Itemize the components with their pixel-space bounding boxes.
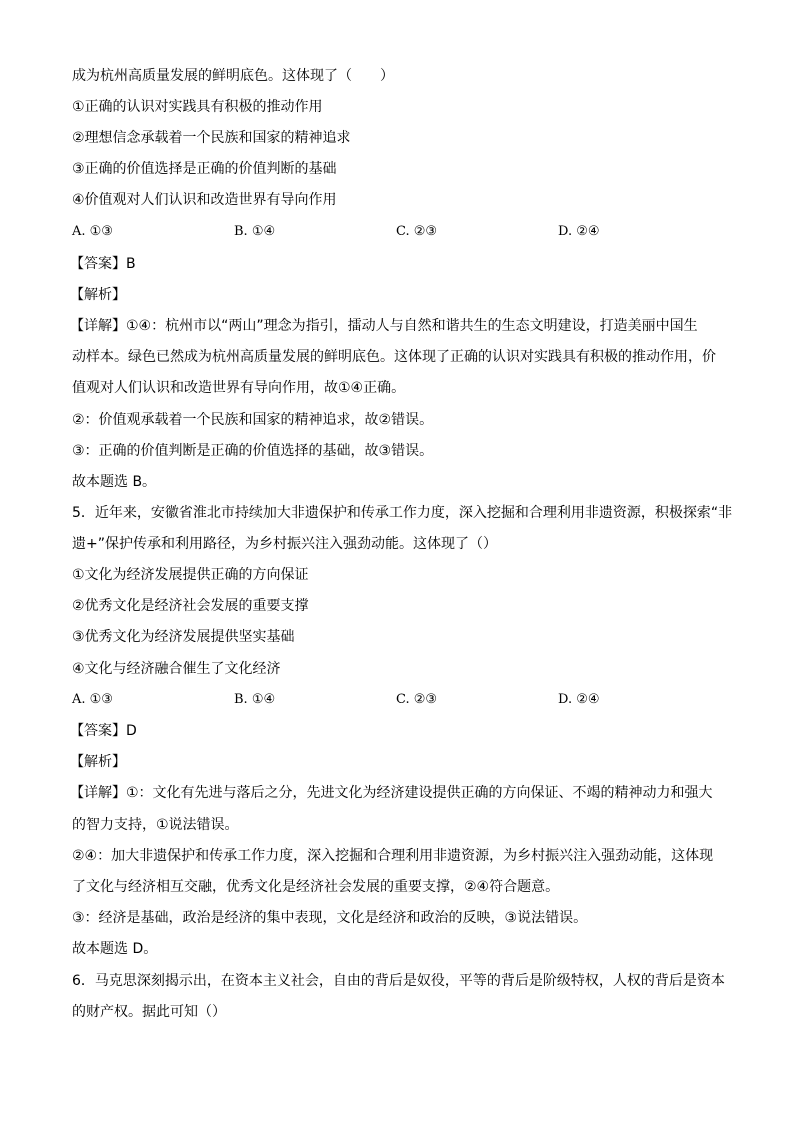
q5-stem-2: 遗+”保护传承和利用路径，为乡村振兴注入强劲动能。这体现了（） bbox=[72, 536, 497, 552]
answer-tag: 【答案】 bbox=[70, 256, 126, 272]
q4-option-a: A. ①③ bbox=[72, 224, 113, 239]
q4-analysis-tag: 【解析】 bbox=[70, 287, 126, 303]
q5-item-3: ③优秀文化为经济发展提供坚实基础 bbox=[72, 629, 295, 645]
q5-analysis-tag: 【解析】 bbox=[70, 754, 126, 770]
detail-tag: 【详解】 bbox=[70, 318, 126, 334]
detail-text: ①④：杭州市以“两山”理念为指引，擂动人与自然和谐共生的生态文明建设，打造美丽中国生 bbox=[126, 318, 698, 334]
q5-option-d: D. ②④ bbox=[558, 692, 600, 707]
q4-option-d: D. ②④ bbox=[558, 224, 600, 239]
q4-detail-1 bbox=[70, 316, 698, 336]
q4-detail-4: ②：价值观承载着一个民族和国家的精神追求，故②错误。 bbox=[72, 412, 434, 428]
q5-detail-4: 了文化与经济相互交融，优秀文化是经济社会发展的重要支撑，②④符合题意。 bbox=[72, 879, 560, 895]
q5-answer bbox=[70, 721, 137, 741]
q5-option-b: B. ①④ bbox=[234, 692, 276, 707]
q5-detail-5: ③：经济是基础，政治是经济的集中表现，文化是经济和政治的反映，③说法错误。 bbox=[72, 910, 588, 926]
q4-stem-tail: 成为杭州高质量发展的鲜明底色。这体现了（ ） bbox=[72, 68, 394, 84]
q4-conclusion: 故本题选 B。 bbox=[72, 474, 157, 490]
q4-option-b: B. ①④ bbox=[234, 224, 276, 239]
answer-tag: 【答案】 bbox=[70, 723, 126, 739]
q5-conclusion: 故本题选 D。 bbox=[72, 941, 158, 957]
detail-tag: 【详解】 bbox=[70, 785, 126, 801]
q4-option-c: C. ②③ bbox=[396, 224, 438, 239]
detail-text: ①：文化有先进与落后之分，先进文化为经济建设提供正确的方向保证、不竭的精神动力和强大 bbox=[126, 785, 713, 801]
q6-stem-2: 的财产权。据此可知（） bbox=[72, 1004, 226, 1020]
q4-detail-5: ③：正确的价值判断是正确的价值选择的基础，故③错误。 bbox=[72, 443, 434, 459]
q4-item-4: ④价值观对人们认识和改造世界有导向作用 bbox=[72, 192, 337, 208]
q4-detail-2: 动样本。绿色已然成为杭州高质量发展的鲜明底色。这体现了正确的认识对实践具有积极的推动作用，价 bbox=[72, 349, 716, 365]
q4-item-1: ①正确的认识对实践具有积极的推动作用 bbox=[72, 99, 323, 115]
q4-item-3: ③正确的价值选择是正确的价值判断的基础 bbox=[72, 161, 337, 177]
q4-options bbox=[72, 222, 732, 242]
q5-item-1: ①文化为经济发展提供正确的方向保证 bbox=[72, 567, 309, 583]
q4-item-2: ②理想信念承载着一个民族和国家的精神追求 bbox=[72, 130, 351, 146]
q5-detail-3: ②④：加大非遗保护和传承工作力度，深入挖掘和合理利用非遗资源，为乡村振兴注入强劲动能，这体现 bbox=[72, 848, 714, 864]
q5-option-c: C. ②③ bbox=[396, 692, 438, 707]
q5-detail-2: 的智力支持，①说法错误。 bbox=[72, 817, 239, 833]
answer-value: B bbox=[126, 256, 136, 272]
q5-item-4: ④文化与经济融合催生了文化经济 bbox=[72, 661, 281, 677]
q5-options bbox=[72, 690, 732, 710]
q4-detail-3: 值观对人们认识和改造世界有导向作用，故①④正确。 bbox=[72, 380, 406, 396]
q4-answer bbox=[70, 254, 136, 274]
q5-option-a: A. ①③ bbox=[72, 692, 113, 707]
q5-detail-1 bbox=[70, 783, 713, 803]
answer-value: D bbox=[126, 723, 137, 739]
q5-item-2: ②优秀文化是经济社会发展的重要支撑 bbox=[72, 598, 309, 614]
q6-stem-1: 6．马克思深刻揭示出，在资本主义社会，自由的背后是奴役，平等的背后是阶级特权，人权的背后是资本 bbox=[72, 973, 725, 989]
q5-stem-1: 5．近年来，安徽省淮北市持续加大非遗保护和传承工作力度，深入挖掘和合理利用非遗资源，积极探索“非 bbox=[72, 505, 733, 521]
